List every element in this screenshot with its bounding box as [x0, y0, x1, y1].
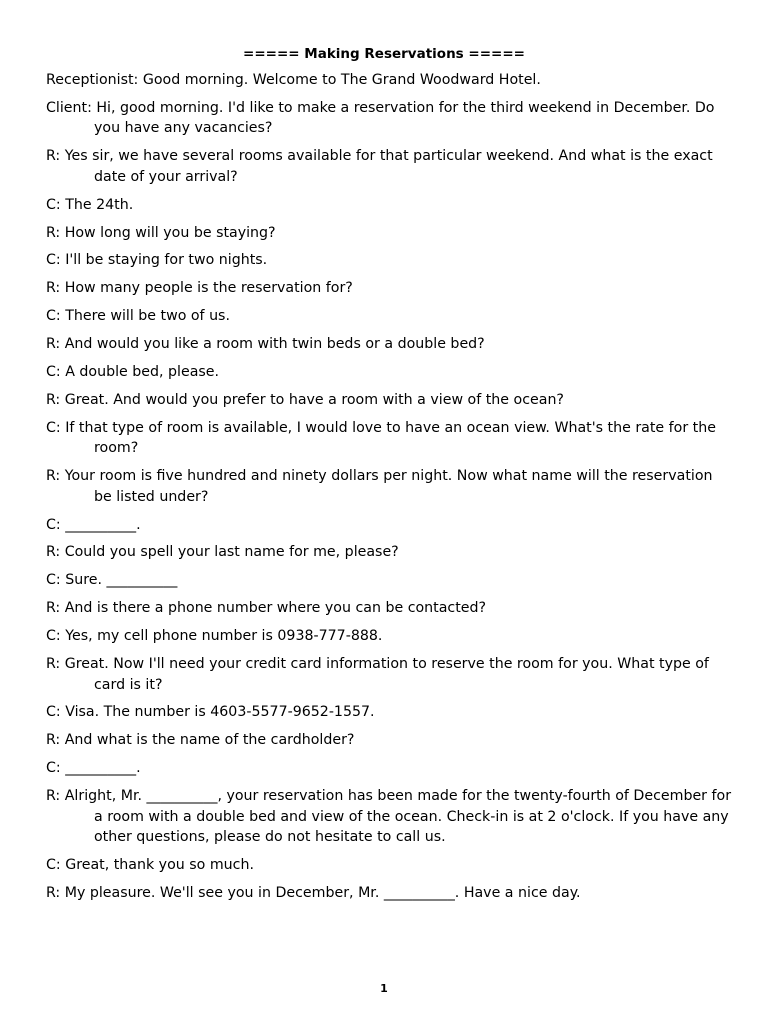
dialogue-line: R: Alright, Mr. __________, your reservation has been made for the twenty-fourth of December for a room with a double bed and view of the ocean. Check-in is at 2 o'clock. If you have any other questions, please do not hesitate to call us. [46, 788, 732, 846]
dialogue-line: C: Sure. __________ [46, 572, 178, 589]
dialogue-line: R: Great. And would you prefer to have a room with a view of the ocean? [46, 391, 564, 408]
dialogue-line: C: Yes, my cell phone number is 0938-777-888. [46, 628, 383, 645]
dialogue-line: C: __________. [46, 516, 141, 533]
dialogue-line: R: Your room is five hundred and ninety dollars per night. Now what name will the reservation be listed under? [46, 468, 713, 505]
dialogue-line: R: How many people is the reservation for? [46, 280, 353, 297]
dialogue-line: R: Great. Now I'll need your credit card information to reserve the room for you. What type of card is it? [46, 656, 709, 693]
dialogue-line: C: The 24th. [46, 196, 134, 213]
dialogue-body [46, 70, 734, 911]
dialogue-line: R: My pleasure. We'll see you in December, Mr. __________. Have a nice day. [46, 884, 581, 901]
document-title: ===== Making Reservations ===== [243, 46, 525, 62]
dialogue-line: C: __________. [46, 760, 141, 777]
dialogue-line: C: I'll be staying for two nights. [46, 252, 268, 269]
dialogue-line: R: And what is the name of the cardholder? [46, 732, 355, 749]
dialogue-line: C: Great, thank you so much. [46, 856, 254, 873]
dialogue-line: R: And would you like a room with twin beds or a double bed? [46, 336, 485, 353]
dialogue-line: R: How long will you be staying? [46, 224, 276, 241]
dialogue-line: C: There will be two of us. [46, 308, 230, 325]
dialogue-line: R: Yes sir, we have several rooms available for that particular weekend. And what is the exact date of your arrival? [46, 148, 713, 185]
dialogue-line: R: And is there a phone number where you can be contacted? [46, 600, 487, 617]
dialogue-line: R: Could you spell your last name for me, please? [46, 544, 399, 561]
dialogue-line: Client: Hi, good morning. I'd like to make a reservation for the third weekend in December. Do you have any vacancies? [46, 99, 715, 137]
dialogue-line: C: Visa. The number is 4603-5577-9652-1557. [46, 704, 375, 721]
page-number: 1 [380, 982, 388, 995]
dialogue-line: C: A double bed, please. [46, 364, 220, 381]
dialogue-line: C: If that type of room is available, I would love to have an ocean view. What's the rate for the room? [46, 419, 716, 457]
dialogue-line: Receptionist: Good morning. Welcome to The Grand Woodward Hotel. [46, 72, 541, 88]
